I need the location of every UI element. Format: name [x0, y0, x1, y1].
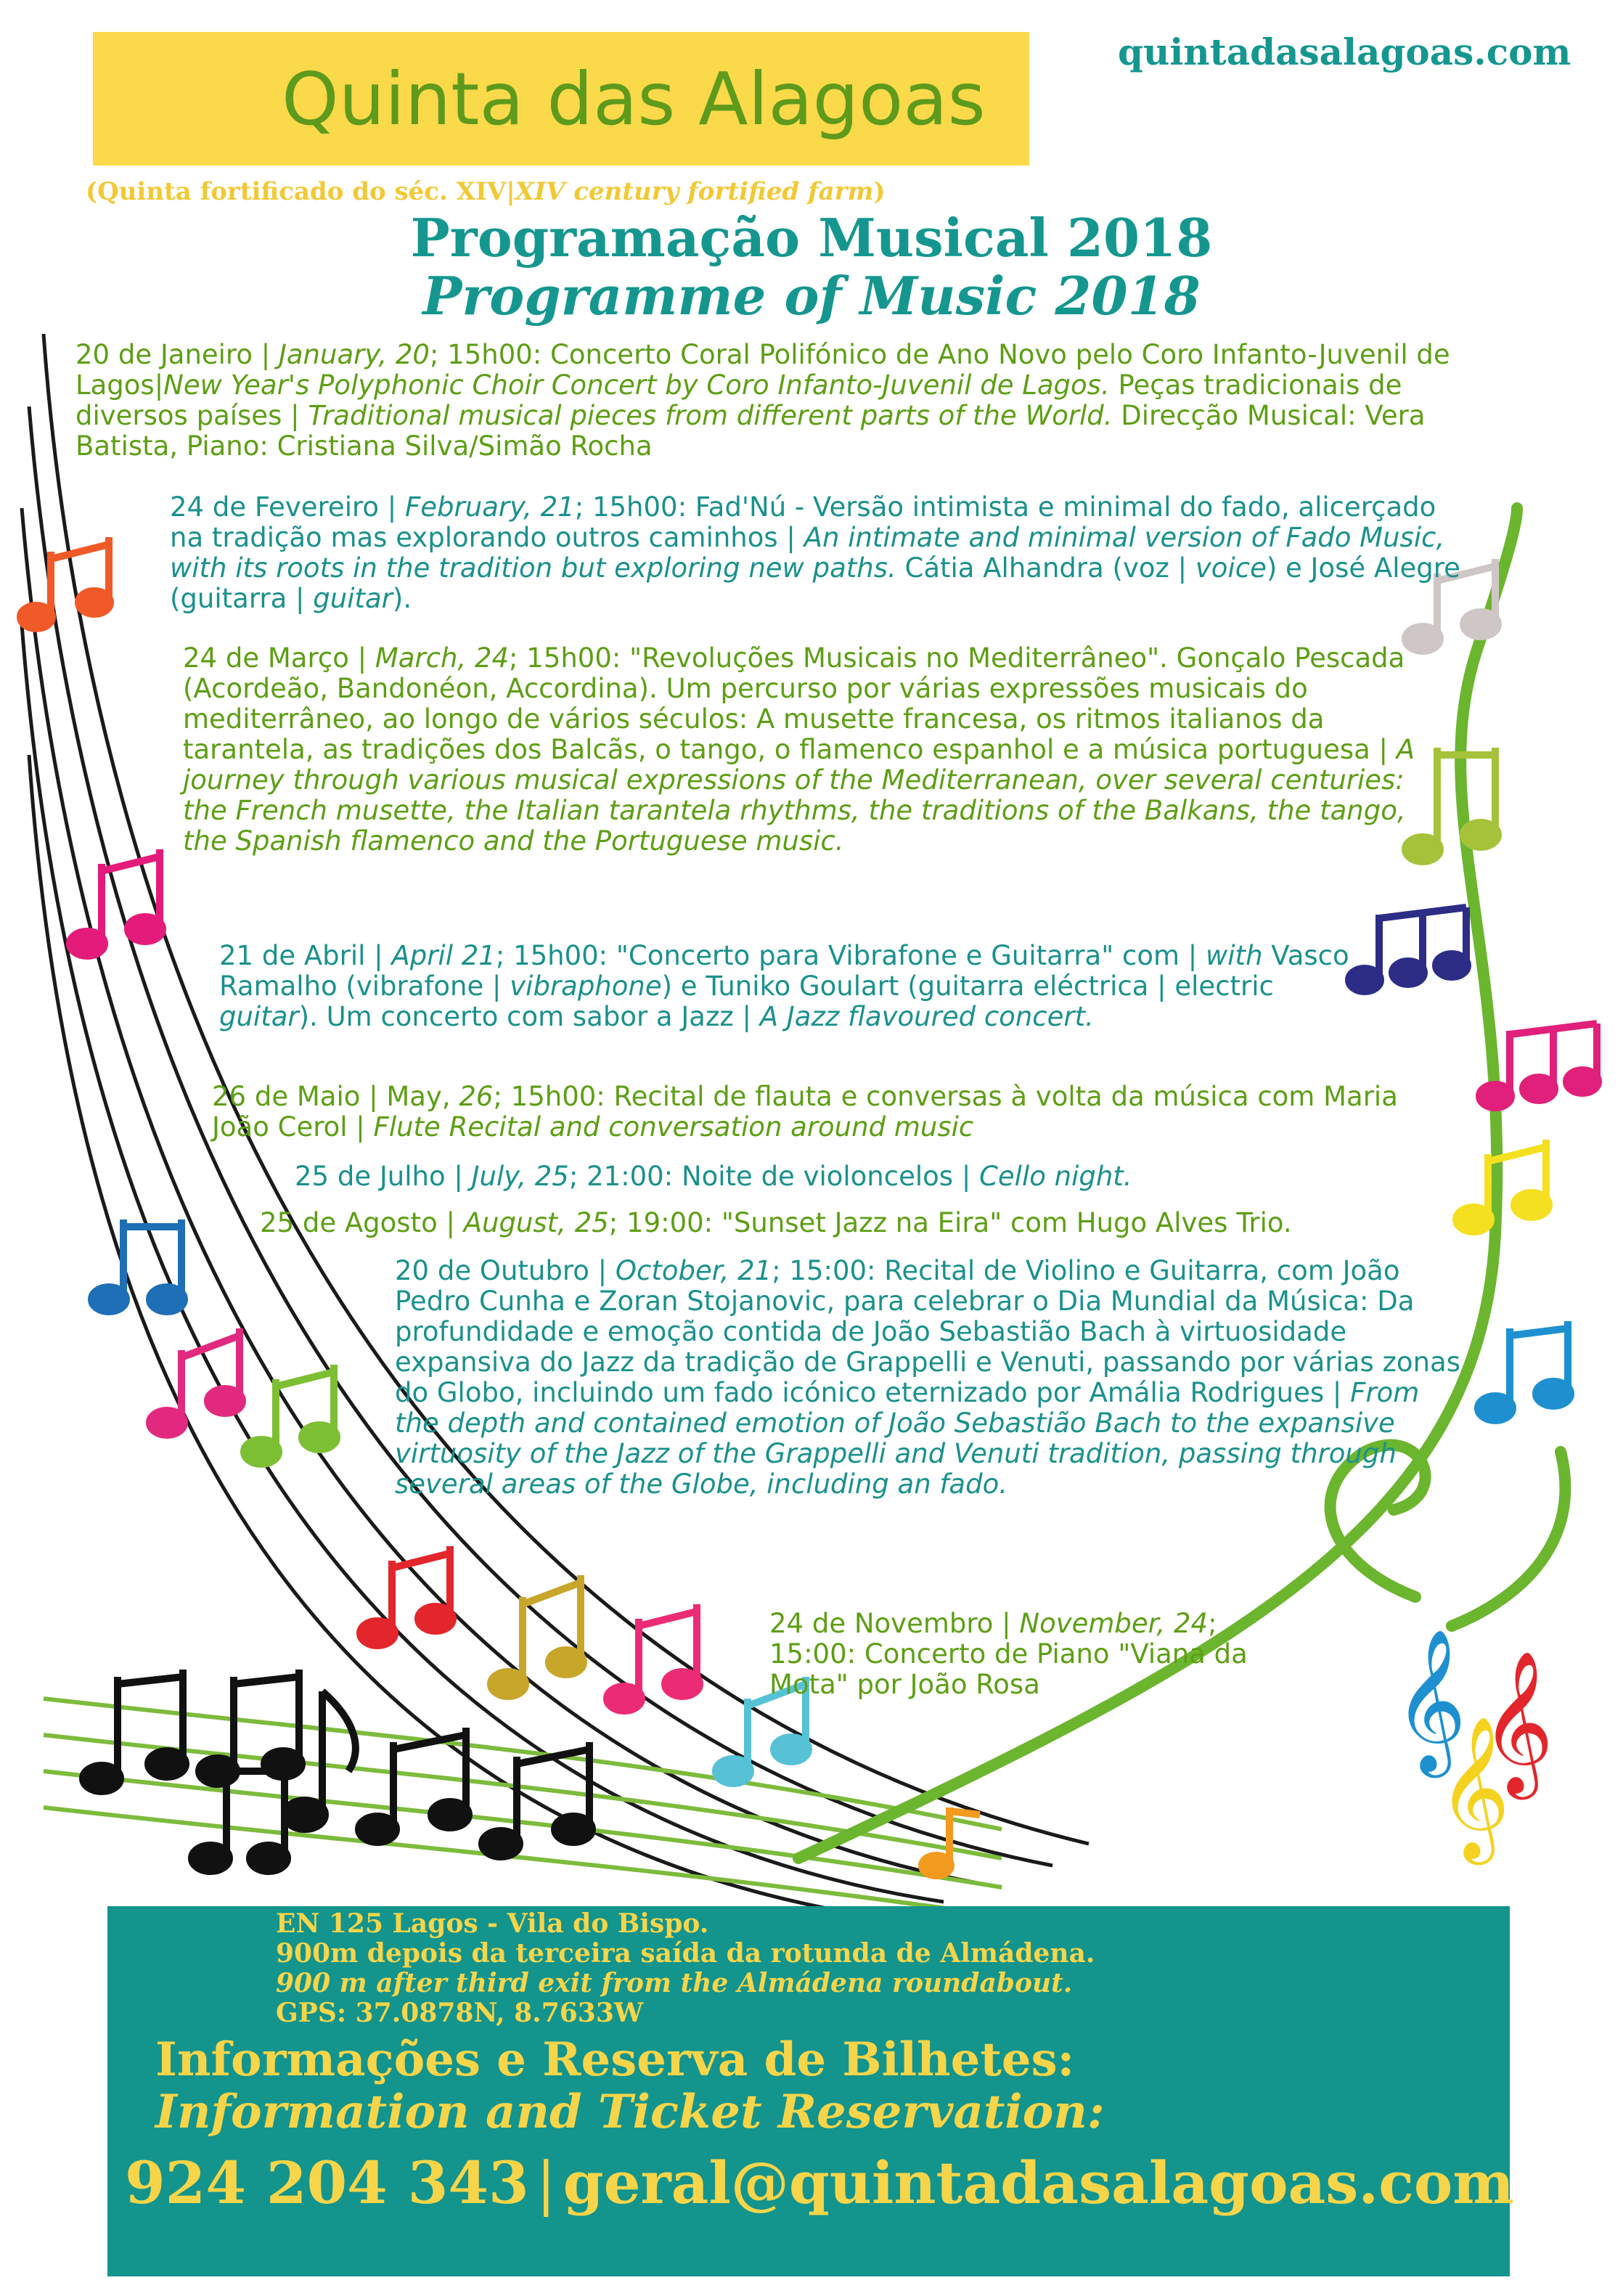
note-lime	[244, 1365, 337, 1464]
logo-banner	[93, 32, 1029, 166]
note-black-1	[83, 1670, 186, 1792]
note-navy	[1349, 907, 1468, 992]
contact-line	[125, 2149, 1514, 2217]
event-july: 25 de Julho | July, 25; 21:00: Noite de violoncelos | Cello night.	[295, 1161, 1132, 1192]
event-january: 20 de Janeiro | January, 20; 15h00: Concerto Coral Polifónico de Ano Novo pelo Coro Infanto-Juvenil de Lagos|New Year's Polyphonic Choir Concert by Coro Infanto-Juvenil de Lagos. Peças tradicionais de diversos países | Traditional musical pieces from different parts of the World. Direcção Musical: Vera Batista, Piano: Cristiana Silva/Simão Rocha	[75, 339, 1450, 462]
address-line-1: EN 125 Lagos - Vila do Bispo.	[276, 1908, 709, 1939]
logo-tree-icon	[93, 32, 274, 166]
page-title-en: Programme of Music 2018	[422, 265, 1201, 327]
note-gold	[491, 1575, 584, 1696]
note-orange	[20, 537, 110, 629]
note-pink2	[607, 1604, 700, 1711]
logo-name: Quinta das Alagoas	[282, 56, 986, 142]
event-october: 20 de Outubro | October, 21; 15:00: Recital de Violino e Guitarra, com João Pedro Cunha e Zoran Stojanovic, para celebrar o Dia Mundial da Música: Da profundidade e emoção contida de João Sebastião Bach à virtuosidade expansiva do Jazz da tradição de Grappelli e Venuti, passando por várias zonas do Globo, incluindo um fado icónico eternizado por Amália Rodrigues | From the depth and contained emotion of João Sebastião Bach to the expansive virtuosity of the Jazz of the Grappelli and Venuti tradition, passing through several areas of the Globe, including an fado.	[395, 1255, 1460, 1500]
address-line-2: 900m depois da terceira saída da rotunda de Almádena.	[276, 1938, 1095, 1969]
info-heading-pt: Informações e Reserva de Bilhetes:	[155, 2033, 1075, 2087]
page-title-pt: Programação Musical 2018	[410, 207, 1213, 269]
event-march: 24 de Março | March, 24; 15h00: "Revoluções Musicais no Mediterrâneo". Gonçalo Pescada (Acordeão, Bandonéon, Accordina). Um percurso por várias expressões musicais do mediterrâneo, ao longo de vários séculos: A musette francesa, os ritmos italianos da tarantela, as tradições dos Balcãs, o tango, o flamenco espanhol e a música portuguesa | A journey through various musical expressions of the Mediterranean, over several centuries: the French musette, the Italian tarantela rhythms, the traditions of the Balkans, the tango, the Spanish flamenco and the Portuguese music.	[183, 642, 1415, 857]
event-november: 24 de Novembro | November, 24; 15:00: Concerto de Piano "Viana da Mota" por João Rosa	[769, 1608, 1248, 1700]
note-blue	[91, 1220, 184, 1312]
svg-text:𝄞: 𝄞	[1437, 1715, 1510, 1859]
phone-number[interactable]: 924 204 343	[125, 2149, 529, 2217]
address-line-3: 900 m after third exit from the Almádena roundabout.	[276, 1968, 1073, 1998]
note-red	[360, 1546, 453, 1646]
event-february: 24 de Fevereiro | February, 21; 15h00: Fad'Nú - Versão intimista e minimal do fado, alicerçado na tradição mas explorando outros caminhos | An intimate and minimal version of Fado Music, with its roots in the tradition but exploring new paths. Cátia Alhandra (voz | voice) e José Alegre (guitarra | guitar).	[170, 491, 1460, 614]
info-heading-en: Information and Ticket Reservation:	[155, 2085, 1105, 2139]
note-magenta	[150, 1328, 242, 1435]
address-block	[276, 1909, 1095, 2028]
svg-text:𝄞: 𝄞	[1481, 1650, 1554, 1794]
event-april: 21 de Abril | April 21; 15h00: "Concerto para Vibrafone e Guitarra" com | with Vasco Ramalho (vibrafone | vibraphone) e Tuniko Goulart (guitarra eléctrica | electric guitar). Um concerto com sabor a Jazz | A Jazz flavoured concert.	[219, 940, 1349, 1032]
svg-text:𝄞: 𝄞	[1394, 1628, 1467, 1772]
note-blue2	[1478, 1321, 1571, 1421]
treble-clefs	[1394, 1628, 1553, 1865]
website-link[interactable]: quintadasalagoas.com	[1118, 30, 1571, 73]
contact-separator: |	[536, 2149, 556, 2217]
gps-coordinates: GPS: 37.0878N, 8.7633W	[276, 1998, 644, 2028]
note-orange2	[922, 1807, 980, 1876]
email-link[interactable]: geral@quintadasalagoas.com	[563, 2149, 1514, 2217]
event-may: 26 de Maio | May, 26; 15h00: Recital de flauta e conversas à volta da música com Maria João Cerol | Flute Recital and conversation around music	[212, 1081, 1398, 1143]
subtitle: (Quinta fortificado do séc. XIV|XIV century fortified farm)	[86, 177, 886, 206]
event-august: 25 de Agosto | August, 25; 19:00: "Sunset Jazz na Eira" com Hugo Alves Trio.	[260, 1207, 1292, 1238]
